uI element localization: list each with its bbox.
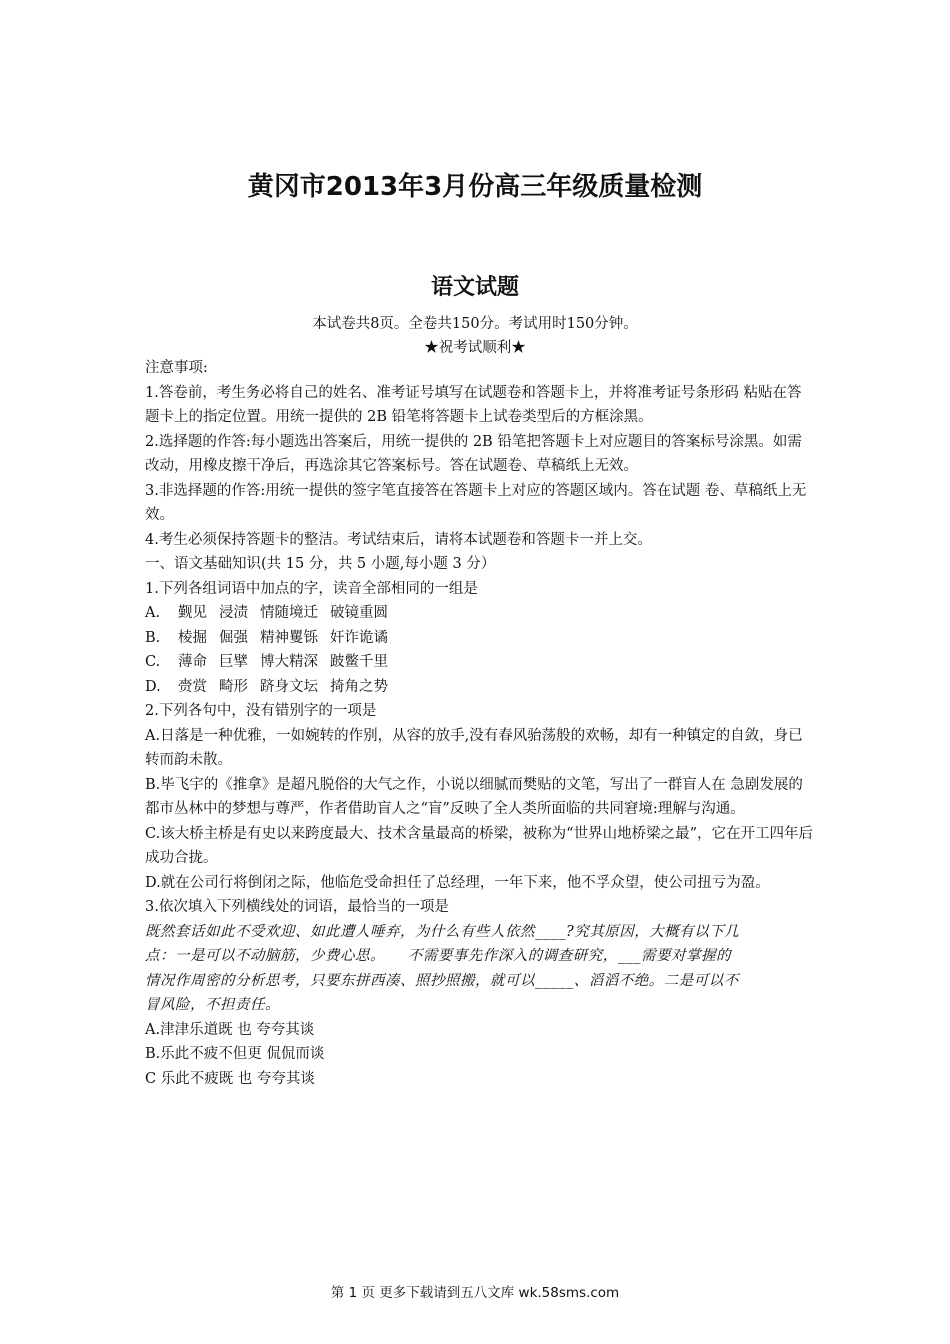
option-word: 薄命 — [178, 654, 207, 670]
option-word: 觐见 — [178, 605, 207, 621]
question-3-option-b: B.乐此不疲不但更 侃侃而谈 — [145, 1046, 325, 1062]
option-word: 跻身文坛 — [260, 678, 318, 695]
question-1-option-d — [145, 675, 813, 700]
option-word: 精神矍铄 — [260, 629, 318, 646]
question-3-option-a: A.津津乐道既 也 夸夸其谈 — [145, 1021, 315, 1038]
option-word: 巨擘 — [219, 654, 248, 670]
option-label: C. — [145, 654, 161, 670]
question-3-option-c: C 乐此不疲既 也 夸夸其谈 — [145, 1070, 315, 1087]
option-word: 奸诈诡谲 — [330, 629, 388, 646]
document-body — [145, 356, 813, 1091]
option-word: 棱掘 — [178, 629, 207, 646]
document-subtitle: 语文试题 — [430, 275, 519, 300]
question-1-option-b — [145, 626, 813, 651]
option-label: D. — [145, 678, 161, 695]
question-1-stem: 1.下列各组词语中加点的字，读音全部相同的一组是 — [145, 580, 478, 597]
notice-heading: 注意事项: — [145, 360, 208, 376]
option-word: 赍赏 — [178, 678, 207, 695]
page-footer: 第 1 页 更多下载请到五八文库 wk.58sms.com — [330, 1285, 620, 1301]
notice-item-2: 2.选择题的作答:每小题选出答案后，用统一提供的 2B 铅笔把答题卡上对应题目的答案标号涂黑。如需改动，用橡皮擦干净后，再选涂其它答案标号。答在试题卷、草稿纸上无效。 — [145, 433, 802, 474]
section-heading: 一、语文基础知识(共 15 分，共 5 小题,每小题 3 分） — [145, 556, 496, 572]
option-word: 掎角之势 — [330, 678, 388, 695]
option-word: 博大精深 — [260, 654, 318, 670]
question-2-stem: 2.下列各句中，没有错别字的一项是 — [145, 703, 377, 719]
question-3-stem: 3.依次填入下列横线处的词语，最恰当的一项是 — [145, 899, 449, 915]
question-1-option-c — [145, 650, 813, 675]
notice-item-3: 3.非选择题的作答:用统一提供的签字笔直接答在答题卡上对应的答题区域内。答在试题 卷、草稿纸上无效。 — [145, 482, 807, 523]
question-3-passage-line: 冒风险，不担责任。 — [145, 997, 280, 1013]
question-2-option-b: B.毕飞宇的《推拿》是超凡脱俗的大气之作，小说以细腻而樊贴的文笔，写出了一群盲人在 急剧发展的都市丛林中的梦想与尊严，作者借助盲人之“盲”反映了全人类所面临的共同窘境:理解与沟通。 — [145, 776, 803, 817]
notice-item-4: 4.考生必须保持答题卡的整洁。考试结束后，请将本试题卷和答题卡一并上交。 — [145, 531, 652, 548]
question-2-option-d: D.就在公司行将倒闭之际，他临危受命担任了总经理，一年下来，他不孚众望，使公司扭亏为盈。 — [145, 874, 770, 891]
option-word: 畸形 — [219, 678, 248, 695]
option-word: 倔强 — [219, 629, 248, 646]
document-title: 黄冈市2013年3月份高三年级质量检测 — [247, 172, 703, 202]
question-2-option-a: A.日落是一种优雅，一如婉转的作别，从容的放手,没有春风骀荡般的欢畅，却有一种镇定的自敛，身已转而韵未散。 — [145, 727, 803, 768]
exam-wish: ★祝考试顺利★ — [424, 340, 526, 356]
exam-info: 本试卷共8页。全卷共150分。考试用时150分钟。 — [312, 316, 638, 332]
option-label: B. — [145, 629, 161, 646]
question-3-passage-line: 点：一是可以不动脑筋，少费心思。 不需要事先作深入的调查研究，___需要对掌握的 — [145, 948, 731, 964]
option-word: 破镜重圆 — [330, 605, 388, 621]
option-word: 浸渍 — [219, 605, 248, 621]
notice-item-1: 1.答卷前，考生务必将自己的姓名、准考证号填写在试题卷和答题卡上，并将准考证号条形码 粘贴在答题卡上的指定位置。用统一提供的 2B 铅笔将答题卡上试卷类型后的方框涂黑。 — [145, 384, 802, 425]
question-1-option-a — [145, 601, 813, 626]
option-label: A. — [145, 605, 161, 621]
option-word: 跛鳖千里 — [330, 654, 388, 670]
question-2-option-c: C.该大桥主桥是有史以来跨度最大、技术含量最高的桥梁，被称为“世界山地桥梁之最”，它在开工四年后成功合拢。 — [145, 825, 814, 866]
question-3-passage-line: 情况作周密的分析思考，只要东拼西凑、照抄照搬，就可以_____、滔滔不绝。二是可以不 — [145, 972, 739, 989]
option-word: 情随境迁 — [260, 605, 318, 621]
question-3-passage-line: 既然套话如此不受欢迎、如此遭人唾弃，为什么有些人依然____?究其原因，大概有以下几 — [145, 923, 740, 940]
